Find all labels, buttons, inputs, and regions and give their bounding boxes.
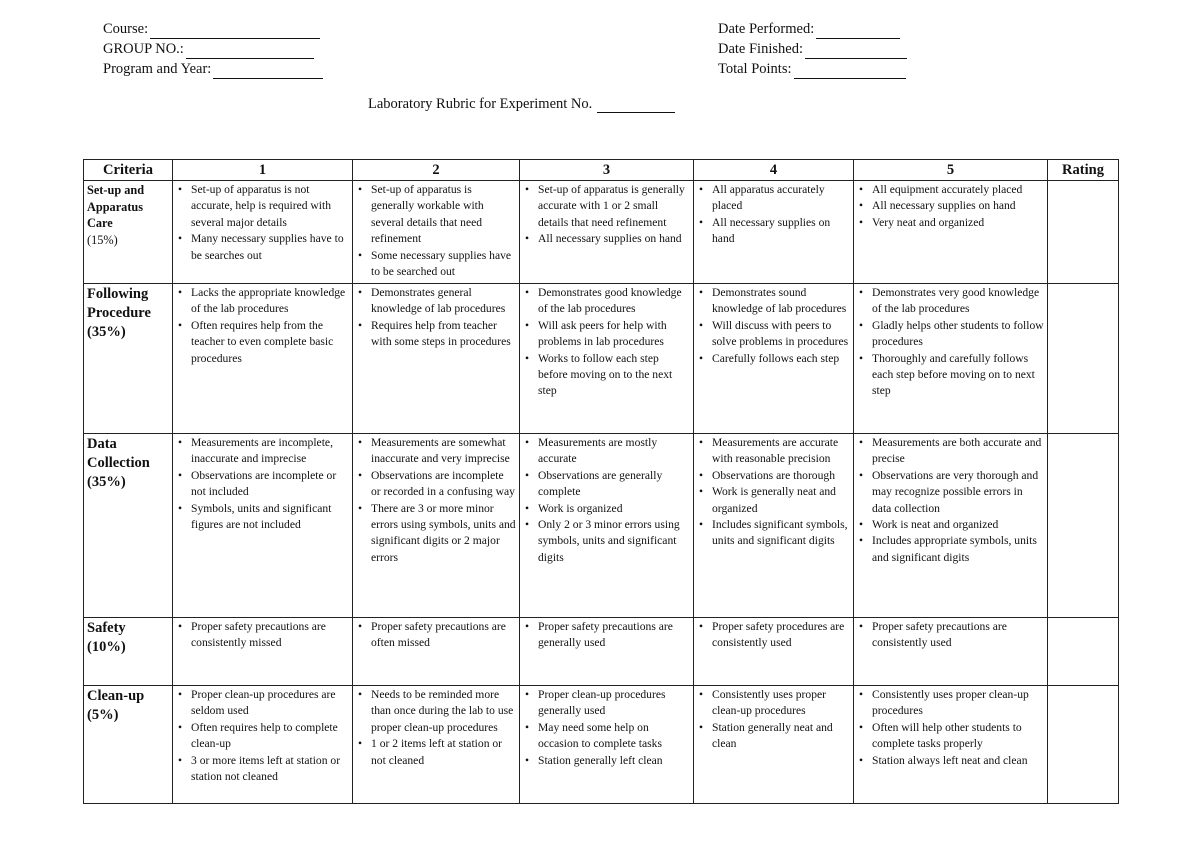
rating-cell[interactable] <box>1048 181 1119 284</box>
descriptor-list <box>697 687 850 753</box>
criterion-name: Set-up and Apparatus Care <box>87 183 145 230</box>
rating-cell[interactable] <box>1048 284 1119 434</box>
criterion-weight: (35%) <box>87 474 126 490</box>
descriptor-item: • All necessary supplies on hand <box>697 215 850 248</box>
criterion-weight: (35%) <box>87 324 126 340</box>
descriptor-item: • Some necessary supplies have to be searched out <box>356 248 516 281</box>
header-score-1: 1 <box>173 160 353 181</box>
descriptor-item: • Very neat and organized <box>857 215 1044 231</box>
descriptor-item: • Work is generally neat and organized <box>697 484 850 517</box>
descriptor-list <box>356 285 516 351</box>
rubric-row-setup-apparatus-care <box>84 181 1119 284</box>
criterion-cell <box>84 181 173 284</box>
program-year-label: Program and Year: <box>103 61 212 77</box>
descriptor-item: • Consistently uses proper clean-up procedures <box>697 687 850 720</box>
descriptor-list <box>857 182 1044 231</box>
descriptor-item: • Observations are incomplete or recorded in a confusing way <box>356 468 516 501</box>
descriptor-list <box>697 619 850 652</box>
descriptor-item: • Observations are thorough <box>697 468 850 484</box>
score-5-cell <box>854 618 1048 686</box>
rating-cell[interactable] <box>1048 686 1119 804</box>
descriptor-list <box>176 435 349 533</box>
descriptor-list <box>356 435 516 566</box>
descriptor-item: • Demonstrates sound knowledge of lab procedures <box>697 285 850 318</box>
criterion-name: Safety <box>87 620 126 636</box>
program-year-field <box>103 59 323 79</box>
header-score-2: 2 <box>353 160 520 181</box>
descriptor-item: • Measurements are somewhat inaccurate and very imprecise <box>356 435 516 468</box>
score-5-cell <box>854 181 1048 284</box>
score-5-cell <box>854 284 1048 434</box>
score-1-cell <box>173 618 353 686</box>
descriptor-item: • Proper safety precautions are often missed <box>356 619 516 652</box>
descriptor-item: • Set-up of apparatus is generally workable with several details that need refinement <box>356 182 516 248</box>
rubric-row-following-procedure <box>84 284 1119 434</box>
header-left-fields <box>103 19 323 79</box>
page-title-text: Laboratory Rubric for Experiment No. <box>368 96 593 112</box>
course-blank-line <box>150 24 320 39</box>
descriptor-item: • Measurements are incomplete, inaccurate and imprecise <box>176 435 349 468</box>
header-criteria: Criteria <box>84 160 173 181</box>
criterion-name: Following Procedure <box>87 286 151 321</box>
descriptor-list <box>176 182 349 264</box>
header-right-fields <box>718 19 907 79</box>
descriptor-item: • All necessary supplies on hand <box>857 198 1044 214</box>
descriptor-item: • Often requires help from the teacher to even complete basic procedures <box>176 318 349 367</box>
score-5-cell <box>854 434 1048 618</box>
descriptor-list <box>697 435 850 550</box>
descriptor-item: • Needs to be reminded more than once during the lab to use proper clean-up procedures <box>356 687 516 736</box>
descriptor-item: • Proper clean-up procedures generally used <box>523 687 690 720</box>
descriptor-item: • Set-up of apparatus is not accurate, help is required with several major details <box>176 182 349 231</box>
descriptor-list <box>857 619 1044 652</box>
criterion-name: Data Collection <box>87 436 150 471</box>
score-1-cell <box>173 434 353 618</box>
descriptor-list <box>857 435 1044 566</box>
score-4-cell <box>694 181 854 284</box>
descriptor-list <box>523 182 690 248</box>
total-points-label: Total Points: <box>718 61 792 77</box>
group-no-label: GROUP NO.: <box>103 41 184 57</box>
criterion-name: Clean-up <box>87 688 145 704</box>
score-4-cell <box>694 618 854 686</box>
descriptor-item: • Station generally neat and clean <box>697 720 850 753</box>
rating-cell[interactable] <box>1048 434 1119 618</box>
criterion-cell <box>84 618 173 686</box>
descriptor-list <box>523 435 690 566</box>
descriptor-list <box>857 285 1044 400</box>
group-no-field <box>103 39 323 59</box>
score-1-cell <box>173 284 353 434</box>
descriptor-item: • Thoroughly and carefully follows each step before moving on to next step <box>857 351 1044 400</box>
descriptor-item: • Will ask peers for help with problems in lab procedures <box>523 318 690 351</box>
course-label: Course: <box>103 21 149 37</box>
descriptor-item: • Demonstrates good knowledge of the lab procedures <box>523 285 690 318</box>
descriptor-list <box>176 619 349 652</box>
criterion-cell <box>84 434 173 618</box>
rubric-row-safety <box>84 618 1119 686</box>
descriptor-item: • Observations are incomplete or not included <box>176 468 349 501</box>
descriptor-item: • Works to follow each step before moving on to the next step <box>523 351 690 400</box>
descriptor-item: • Measurements are both accurate and precise <box>857 435 1044 468</box>
descriptor-list <box>356 182 516 280</box>
descriptor-item: • Demonstrates general knowledge of lab procedures <box>356 285 516 318</box>
course-field <box>103 19 323 39</box>
rubric-header-row <box>84 160 1119 181</box>
descriptor-item: • Consistently uses proper clean-up procedures <box>857 687 1044 720</box>
criterion-cell <box>84 284 173 434</box>
descriptor-list <box>857 687 1044 769</box>
descriptor-item: • Demonstrates very good knowledge of the lab procedures <box>857 285 1044 318</box>
descriptor-list <box>523 285 690 400</box>
total-points-field <box>718 59 907 79</box>
header-score-3: 3 <box>520 160 694 181</box>
descriptor-item: • Measurements are accurate with reasonable precision <box>697 435 850 468</box>
descriptor-item: • 1 or 2 items left at station or not cleaned <box>356 736 516 769</box>
experiment-no-blank-line <box>597 98 675 113</box>
score-1-cell <box>173 686 353 804</box>
criterion-weight: (10%) <box>87 639 126 655</box>
page-title <box>368 96 675 113</box>
descriptor-item: • Symbols, units and significant figures are not included <box>176 501 349 534</box>
date-finished-blank-line <box>805 44 907 59</box>
criterion-weight: (15%) <box>87 232 118 247</box>
descriptor-item: • All necessary supplies on hand <box>523 231 690 247</box>
descriptor-item: • Includes appropriate symbols, units and significant digits <box>857 533 1044 566</box>
descriptor-list <box>697 182 850 248</box>
descriptor-item: • Only 2 or 3 minor errors using symbols, units and significant digits <box>523 517 690 566</box>
score-4-cell <box>694 686 854 804</box>
descriptor-item: • All equipment accurately placed <box>857 182 1044 198</box>
date-performed-label: Date Performed: <box>718 21 815 37</box>
descriptor-item: • Many necessary supplies have to be searches out <box>176 231 349 264</box>
score-2-cell <box>353 181 520 284</box>
group-no-blank-line <box>186 44 314 59</box>
header-rating: Rating <box>1048 160 1119 181</box>
descriptor-item: • Measurements are mostly accurate <box>523 435 690 468</box>
descriptor-item: • Observations are generally complete <box>523 468 690 501</box>
header-score-4: 4 <box>694 160 854 181</box>
descriptor-list <box>697 285 850 367</box>
descriptor-item: • Will discuss with peers to solve problems in procedures <box>697 318 850 351</box>
rubric-table <box>83 159 1119 804</box>
rubric-row-data-collection <box>84 434 1119 618</box>
rating-cell[interactable] <box>1048 618 1119 686</box>
score-2-cell <box>353 686 520 804</box>
descriptor-item: • May need some help on occasion to complete tasks <box>523 720 690 753</box>
descriptor-list <box>176 285 349 367</box>
date-finished-label: Date Finished: <box>718 41 803 57</box>
header-score-5: 5 <box>854 160 1048 181</box>
descriptor-item: • There are 3 or more minor errors using symbols, units and significant digits or 2 major errors <box>356 501 516 567</box>
descriptor-item: • 3 or more items left at station or station not cleaned <box>176 753 349 786</box>
score-3-cell <box>520 434 694 618</box>
descriptor-item: • Includes significant symbols, units and significant digits <box>697 517 850 550</box>
descriptor-item: • Set-up of apparatus is generally accurate with 1 or 2 small details that need refinement <box>523 182 690 231</box>
descriptor-item: • All apparatus accurately placed <box>697 182 850 215</box>
descriptor-item: • Station generally left clean <box>523 753 690 769</box>
total-points-blank-line <box>794 64 906 79</box>
date-performed-blank-line <box>816 24 900 39</box>
descriptor-list <box>523 687 690 769</box>
score-3-cell <box>520 686 694 804</box>
descriptor-item: • Work is neat and organized <box>857 517 1044 533</box>
score-2-cell <box>353 284 520 434</box>
date-finished-field <box>718 39 907 59</box>
score-3-cell <box>520 618 694 686</box>
score-4-cell <box>694 284 854 434</box>
descriptor-list <box>356 619 516 652</box>
descriptor-item: • Gladly helps other students to follow procedures <box>857 318 1044 351</box>
program-year-blank-line <box>213 64 323 79</box>
descriptor-item: • Proper safety precautions are consistently missed <box>176 619 349 652</box>
descriptor-item: • Proper clean-up procedures are seldom used <box>176 687 349 720</box>
descriptor-item: • Work is organized <box>523 501 690 517</box>
descriptor-item: • Proper safety precautions are generally used <box>523 619 690 652</box>
descriptor-item: • Observations are very thorough and may recognize possible errors in data collection <box>857 468 1044 517</box>
descriptor-item: • Often will help other students to complete tasks properly <box>857 720 1044 753</box>
descriptor-item: • Proper safety procedures are consistently used <box>697 619 850 652</box>
score-3-cell <box>520 181 694 284</box>
descriptor-item: • Lacks the appropriate knowledge of the lab procedures <box>176 285 349 318</box>
score-4-cell <box>694 434 854 618</box>
score-1-cell <box>173 181 353 284</box>
score-2-cell <box>353 618 520 686</box>
score-3-cell <box>520 284 694 434</box>
score-5-cell <box>854 686 1048 804</box>
descriptor-item: • Station always left neat and clean <box>857 753 1044 769</box>
descriptor-item: • Often requires help to complete clean-up <box>176 720 349 753</box>
criterion-cell <box>84 686 173 804</box>
rubric-row-clean-up <box>84 686 1119 804</box>
descriptor-item: • Carefully follows each step <box>697 351 850 367</box>
date-performed-field <box>718 19 907 39</box>
descriptor-item: • Requires help from teacher with some steps in procedures <box>356 318 516 351</box>
descriptor-list <box>356 687 516 769</box>
score-2-cell <box>353 434 520 618</box>
descriptor-item: • Proper safety precautions are consistently used <box>857 619 1044 652</box>
descriptor-list <box>523 619 690 652</box>
criterion-weight: (5%) <box>87 707 119 723</box>
descriptor-list <box>176 687 349 785</box>
